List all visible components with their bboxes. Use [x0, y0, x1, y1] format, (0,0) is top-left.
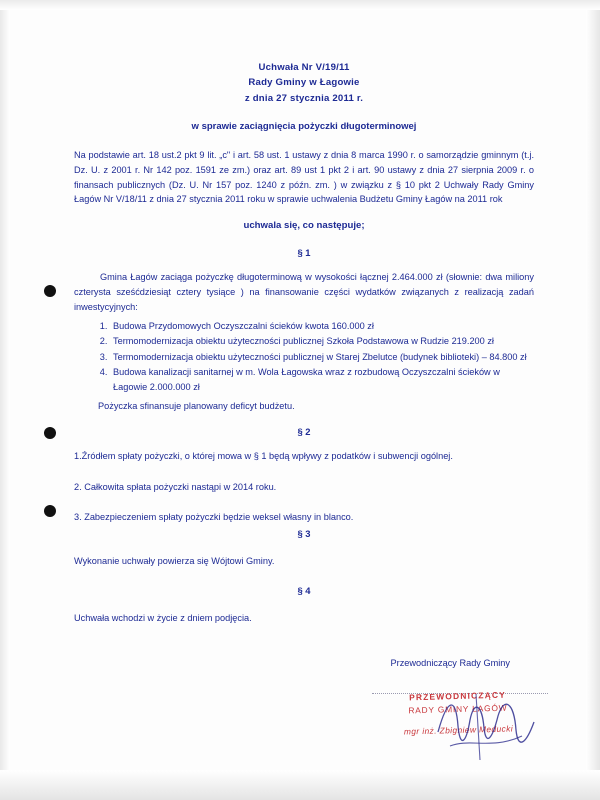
list-item: 4. Budowa kanalizacji sanitarnej w m. Wola Łagowska wraz z rozbudową Oczyszczalni ścieków w Łagowie 2.000.000 zł	[110, 365, 534, 394]
enacting-formula: uchwala się, co następuje;	[243, 220, 365, 232]
hole-punch-mark	[44, 285, 56, 297]
paragraph-1-sign: § 1	[297, 247, 311, 259]
list-item: 3. Termomodernizacja obiektu użyteczności publicznej w Starej Zbelutce (budynek biblioteki) – 84.800 zł	[110, 350, 534, 365]
paragraph-2-item-3: 3. Zabezpieczeniem spłaty pożyczki będzie weksel własny in blanco.	[74, 512, 354, 523]
page-edge-bottom	[0, 770, 600, 800]
title-line-3: z dnia 27 stycznia 2011 r.	[244, 92, 364, 104]
paragraph-3-sign: § 3	[297, 528, 311, 540]
page-edge-left	[0, 0, 10, 800]
paragraph-2-item-2: 2. Całkowita spłata pożyczki nastąpi w 2014 roku.	[74, 481, 277, 492]
document-subject: w sprawie zaciągnięcia pożyczki długoterminowej	[191, 121, 417, 133]
investments-note: Pożyczka sfinansuje planowany deficyt budżetu.	[98, 401, 295, 412]
hole-punch-mark	[44, 427, 56, 439]
official-stamp	[367, 687, 548, 739]
stamp-line-2: RADY GMINY ŁAGÓW	[408, 702, 508, 715]
investment-list	[74, 319, 534, 395]
title-line-1: Uchwała Nr V/19/11	[258, 62, 350, 73]
list-item: 2. Termomodernizacja obiektu użyteczności publicznej Szkoła Podstawowa w Rudzie 219.200 zł	[110, 334, 534, 349]
paragraph-2-item-1: 1.Źródłem spłaty pożyczki, o której mowa w § 1 będą wpływy z podatków i subwencji ogólnej.	[74, 451, 453, 462]
hole-punch-mark	[44, 505, 56, 517]
page-edge-top	[0, 0, 600, 10]
paragraph-4-body: Uchwała wchodzi w życie z dniem podjęcia.	[74, 613, 252, 624]
document-title	[74, 60, 534, 106]
title-line-2: Rady Gminy w Łagowie	[248, 77, 360, 89]
page-edge-right	[586, 0, 600, 800]
paragraph-4-sign: § 4	[297, 585, 311, 597]
paragraph-1-body: Gmina Łagów zaciąga pożyczkę długoterminową w wysokości łącznej 2.464.000 zł (słownie: dwa miliony czterysta sześćdziesiąt cztery tysiące ) na finansowanie części wydatków związanych z realizacją zadań inwestycyjnych:	[74, 271, 534, 312]
paragraph-2-sign: § 2	[297, 426, 311, 438]
document-body	[74, 60, 534, 670]
stamp-line-3: mgr inż. Zbigniew Meducki	[403, 723, 514, 737]
preamble-text: Na podstawie art. 18 ust.2 pkt 9 lit. „c" i art. 58 ust. 1 ustawy z dnia 8 marca 1990 r. o samorządzie gminnym (t.j. Dz. U. z 2001 r. Nr 142 poz. 1591 ze zm.) oraz art. 89 ust 1 pkt 2 i art. 90 ustawy z dnia 27 sierpnia 2009 r. o finansach publicznych (Dz. U. Nr 157 poz. 1240 z późn. zm. ) w związku z § 10 pkt 2 Uchwały Rady Gminy Łagów Nr V/18/11 z dnia 27 stycznia 2011 roku w sprawie uchwalenia Budżetu Gminy Łagów na 2011 rok	[74, 149, 534, 205]
paragraph-3-body: Wykonanie uchwały powierza się Wójtowi Gminy.	[74, 555, 275, 566]
stamp-line-1: PRZEWODNICZĄCY	[408, 689, 507, 703]
list-item: 1. Budowa Przydomowych Oczyszczalni ścieków kwota 160.000 zł	[110, 319, 534, 334]
signature-title: Przewodniczący Rady Gminy	[390, 657, 510, 668]
